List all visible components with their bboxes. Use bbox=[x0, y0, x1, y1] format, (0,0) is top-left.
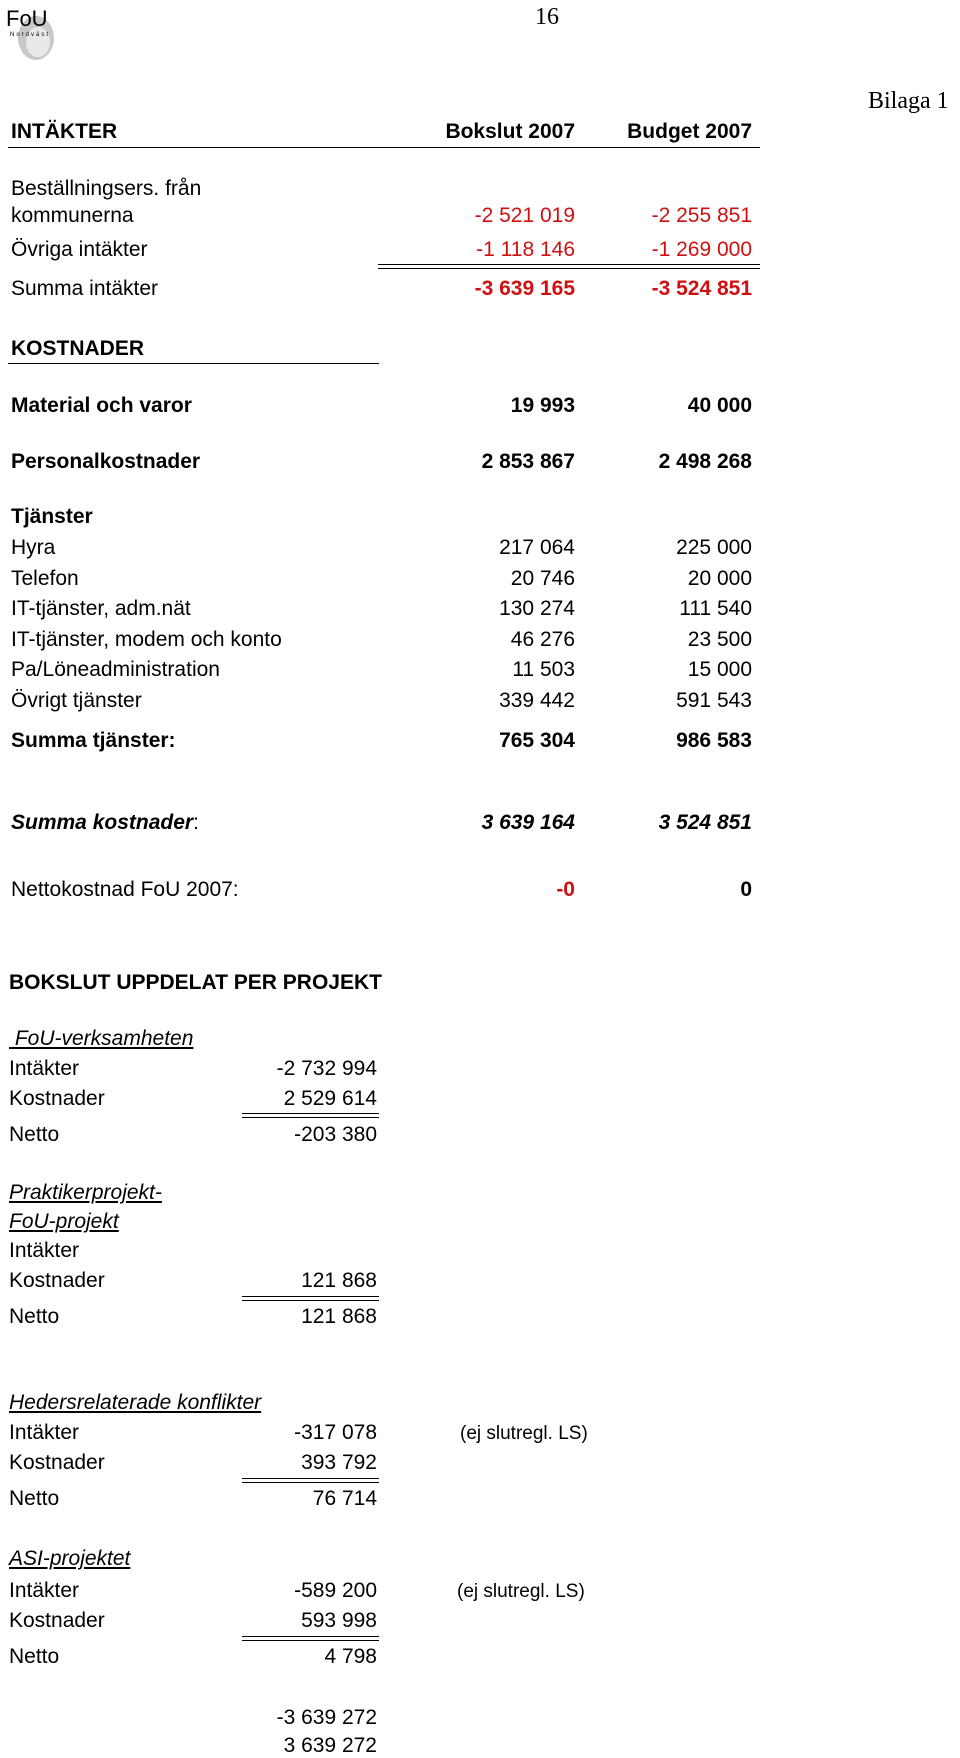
order-budget: -2 255 851 bbox=[651, 204, 752, 227]
net-cost-label: Nettokostnad FoU 2007: bbox=[11, 878, 239, 901]
fou-double-rule bbox=[242, 1113, 379, 1118]
service-label: Pa/Löneadministration bbox=[11, 658, 220, 681]
service-bokslut: 130 274 bbox=[499, 597, 575, 620]
net-cost-budget: 0 bbox=[740, 878, 752, 901]
service-budget: 591 543 bbox=[676, 689, 752, 712]
other-income-budget: -1 269 000 bbox=[651, 238, 752, 261]
heders-income-value: -317 078 bbox=[294, 1421, 377, 1444]
service-budget: 225 000 bbox=[676, 536, 752, 559]
service-label: IT-tjänster, modem och konto bbox=[11, 628, 282, 651]
logo-subtext: Nordväst bbox=[10, 32, 51, 38]
praktiker-cost-label: Kostnader bbox=[9, 1269, 105, 1292]
net-cost-bokslut: -0 bbox=[556, 878, 575, 901]
income-sum-label: Summa intäkter bbox=[11, 277, 159, 300]
service-label: Telefon bbox=[11, 567, 79, 590]
praktiker-net-value: 121 868 bbox=[301, 1305, 377, 1328]
heders-note: (ej slutregl. LS) bbox=[460, 1423, 588, 1444]
service-label: Hyra bbox=[11, 536, 56, 559]
asi-income-value: -589 200 bbox=[294, 1579, 377, 1602]
personnel-budget: 2 498 268 bbox=[658, 450, 752, 473]
praktiker-cost-value: 121 868 bbox=[301, 1269, 377, 1292]
asi-title: ASI-projektet bbox=[9, 1547, 131, 1570]
fou-net-value: -203 380 bbox=[294, 1123, 377, 1146]
praktiker-title-2: FoU-projekt bbox=[9, 1210, 119, 1233]
service-bokslut: 11 503 bbox=[512, 658, 575, 681]
fou-income-label: Intäkter bbox=[9, 1057, 80, 1080]
services-sum-label: Summa tjänster: bbox=[11, 729, 176, 752]
asi-net-value: 4 798 bbox=[324, 1645, 377, 1668]
praktiker-income-label: Intäkter bbox=[9, 1239, 80, 1262]
service-bokslut: 20 746 bbox=[510, 567, 575, 590]
service-budget: 20 000 bbox=[687, 567, 752, 590]
appendix-label: Bilaga 1 bbox=[868, 88, 949, 114]
service-label: Övrigt tjänster bbox=[11, 689, 142, 712]
page-number: 16 bbox=[535, 4, 559, 30]
projects-title: BOKSLUT UPPDELAT PER PROJEKT bbox=[9, 971, 382, 994]
income-title: INTÄKTER bbox=[11, 120, 118, 143]
heders-income-label: Intäkter bbox=[9, 1421, 80, 1444]
fou-logo bbox=[6, 4, 56, 62]
service-bokslut: 339 442 bbox=[499, 689, 575, 712]
services-sum-bokslut: 765 304 bbox=[499, 729, 575, 752]
fou-title: FoU-verksamheten bbox=[9, 1027, 194, 1050]
material-label: Material och varor bbox=[11, 394, 192, 417]
costs-title: KOSTNADER bbox=[11, 337, 145, 360]
asi-income-label: Intäkter bbox=[9, 1579, 80, 1602]
income-sum-bokslut: -3 639 165 bbox=[474, 277, 575, 300]
costs-title-rule bbox=[8, 363, 379, 364]
order-label-1: Beställningsers. från bbox=[11, 177, 202, 200]
fou-net-label: Netto bbox=[9, 1123, 60, 1146]
total-costs-text: Summa kostnader bbox=[11, 811, 194, 834]
service-budget: 23 500 bbox=[687, 628, 752, 651]
services-title: Tjänster bbox=[11, 505, 93, 528]
service-bokslut: 46 276 bbox=[510, 628, 575, 651]
material-budget: 40 000 bbox=[687, 394, 752, 417]
fou-cost-value: 2 529 614 bbox=[283, 1087, 377, 1110]
asi-cost-value: 593 998 bbox=[301, 1609, 377, 1632]
asi-double-rule bbox=[242, 1636, 379, 1641]
service-label: IT-tjänster, adm.nät bbox=[11, 597, 191, 620]
total-costs-budget: 3 524 851 bbox=[658, 811, 752, 834]
order-label-2: kommunerna bbox=[11, 204, 134, 227]
header-divider bbox=[8, 147, 760, 148]
asi-note: (ej slutregl. LS) bbox=[457, 1581, 585, 1602]
praktiker-net-label: Netto bbox=[9, 1305, 60, 1328]
praktiker-title-1: Praktikerprojekt- bbox=[9, 1181, 162, 1204]
services-sum-budget: 986 583 bbox=[676, 729, 752, 752]
material-bokslut: 19 993 bbox=[510, 394, 575, 417]
service-budget: 15 000 bbox=[687, 658, 752, 681]
income-sum-budget: -3 524 851 bbox=[651, 277, 752, 300]
service-budget: 111 540 bbox=[679, 597, 752, 620]
heders-cost-value: 393 792 bbox=[301, 1451, 377, 1474]
projects-total-2: 3 639 272 bbox=[283, 1734, 377, 1757]
logo-text: FoU bbox=[6, 6, 48, 31]
personnel-bokslut: 2 853 867 bbox=[481, 450, 575, 473]
asi-net-label: Netto bbox=[9, 1645, 60, 1668]
fou-income-value: -2 732 994 bbox=[276, 1057, 377, 1080]
heders-cost-label: Kostnader bbox=[9, 1451, 105, 1474]
total-costs-bokslut: 3 639 164 bbox=[481, 811, 575, 834]
heders-net-label: Netto bbox=[9, 1487, 60, 1510]
total-costs-colon: : bbox=[193, 811, 199, 834]
heders-net-value: 76 714 bbox=[312, 1487, 377, 1510]
order-bokslut: -2 521 019 bbox=[474, 204, 575, 227]
col-header-bokslut: Bokslut 2007 bbox=[445, 120, 575, 143]
praktiker-double-rule bbox=[242, 1296, 379, 1301]
heders-double-rule bbox=[242, 1478, 379, 1483]
personnel-label: Personalkostnader bbox=[11, 450, 201, 473]
fou-cost-label: Kostnader bbox=[9, 1087, 105, 1110]
income-sum-double-rule bbox=[378, 264, 760, 269]
other-income-bokslut: -1 118 146 bbox=[476, 238, 575, 261]
col-header-budget: Budget 2007 bbox=[627, 120, 752, 143]
projects-total-1: -3 639 272 bbox=[276, 1706, 377, 1729]
total-costs-label bbox=[11, 811, 199, 835]
service-bokslut: 217 064 bbox=[499, 536, 575, 559]
heders-title: Hedersrelaterade konflikter bbox=[9, 1391, 262, 1414]
asi-cost-label: Kostnader bbox=[9, 1609, 105, 1632]
other-income-label: Övriga intäkter bbox=[11, 238, 148, 261]
